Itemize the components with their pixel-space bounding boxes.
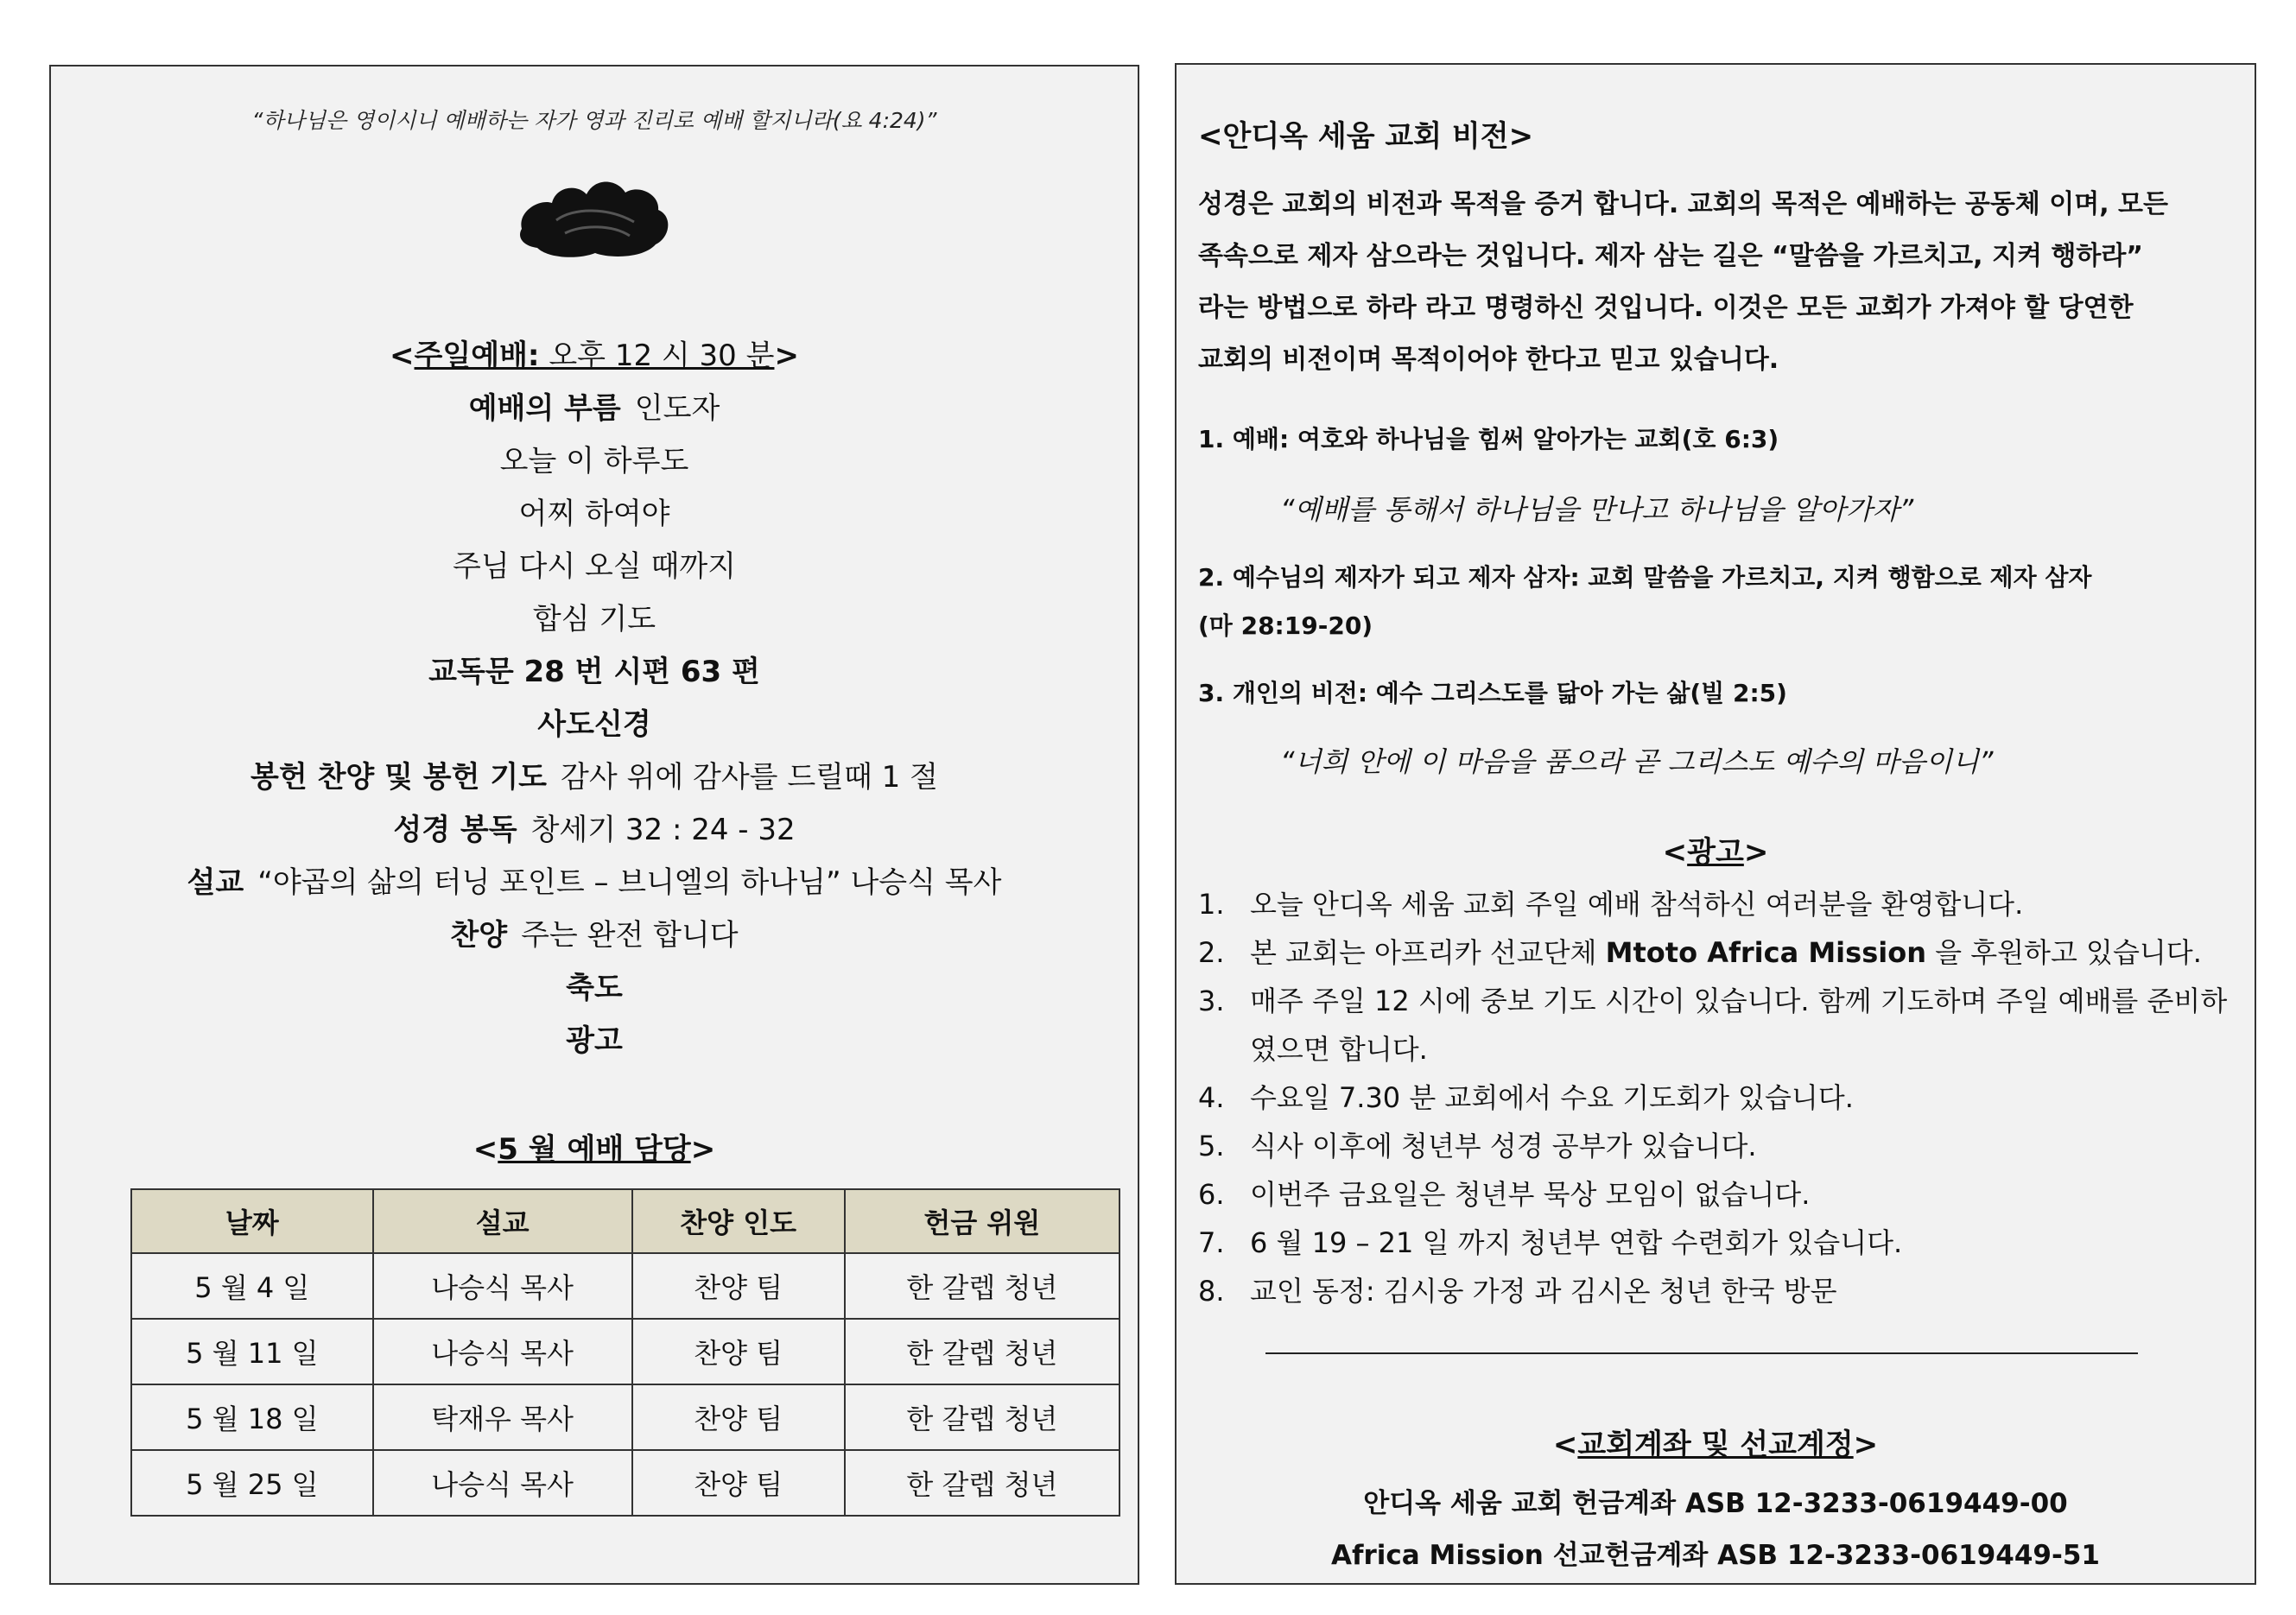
order-item: 성경 봉독 창세기 32 : 24 - 32 [393, 813, 796, 847]
vision-item-worship: 1. 예배: 여호와 하나님을 힘써 알아가는 교회(호 6:3) [1198, 425, 1779, 453]
list-item: 6. 이번주 금요일은 청년부 묵상 모임이 없습니다. [1198, 1178, 1811, 1211]
col-sermon: 설교 [373, 1189, 632, 1253]
table-row: 5 월 11 일 나승식 목사 찬양 팀 한 갈렙 청년 [131, 1319, 1119, 1384]
may-schedule-title: <5 월 예배 담당> [473, 1132, 716, 1167]
list-item: 5. 식사 이후에 청년부 성경 공부가 있습니다. [1198, 1130, 1757, 1162]
worship-order [51, 330, 1138, 1067]
vision-quote-worship: “예배를 통해서 하나님을 만나고 하나님을 알아가자” [1280, 493, 1914, 526]
vision-announcements-panel [1175, 63, 2256, 1585]
col-offering: 헌금 위원 [845, 1189, 1119, 1253]
order-item: 설교 “야곱의 삶의 터닝 포인트 – 브니엘의 하나님” 나승식 목사 [187, 865, 1002, 900]
church-logo-icon [513, 168, 677, 263]
church-offering-account: 안디옥 세움 교회 헌금계좌 ASB 12-3233-0619449-00 [1363, 1488, 2068, 1519]
list-item: 8. 교인 동정: 김시웅 가정 과 김시온 청년 한국 방문 [1198, 1275, 1837, 1308]
vision-title: <안디옥 세움 교회 비전> [1198, 119, 1534, 154]
order-item: 봉헌 찬양 및 봉헌 기도 감사 위에 감사를 드릴때 1 절 [251, 760, 938, 795]
list-item: 7. 6 월 19 – 21 일 까지 청년부 연합 수련회가 있습니다. [1198, 1226, 1903, 1259]
service-time: 오후 12 시 30 분 [539, 339, 775, 373]
vision-item-disciple-ref: (마 28:19-20) [1198, 611, 1373, 640]
announcements-list [1198, 880, 2235, 1315]
order-item: 광고 [566, 1023, 623, 1058]
list-item: 3. 매주 주일 12 시에 중보 기도 시간이 있습니다. 함께 기도하며 주일 예배를 준비하였으면 합니다. [1198, 985, 2228, 1066]
table-header-row [131, 1189, 1119, 1253]
mission-offering-account: Africa Mission 선교헌금계좌 ASB 12-3233-0619449-51 [1331, 1540, 2100, 1571]
order-item: 사도신경 [537, 707, 651, 742]
table-row: 5 월 18 일 탁재우 목사 찬양 팀 한 갈렙 청년 [131, 1384, 1119, 1450]
order-of-worship-panel [49, 65, 1139, 1585]
order-item: 합심 기도 [532, 602, 656, 636]
scripture-verse: “하나님은 영이시니 예배하는 자가 영과 진리로 예배 할지니라(요 4:24)” [251, 108, 937, 133]
order-item: 어찌 하여야 [518, 497, 670, 531]
order-item: 주님 다시 오실 때까지 [452, 549, 737, 584]
order-item: 오늘 이 하루도 [499, 444, 689, 478]
accounts-title: <교회계좌 및 선교계정> [1552, 1428, 1879, 1462]
order-item: 찬양 주는 완전 합니다 [450, 918, 739, 953]
vision-quote-personal: “너희 안에 이 마음을 품으라 곧 그리스도 예수의 마음이니” [1280, 745, 1994, 778]
list-item: 1. 오늘 안디옥 세움 교회 주일 예배 참석하신 여러분을 환영합니다. [1198, 888, 2024, 921]
list-item: 2. 본 교회는 아프리카 선교단체 Mtoto Africa Mission 을 후원하고 있습니다. [1198, 936, 2202, 969]
vision-item-personal: 3. 개인의 비전: 예수 그리스도를 닮아 가는 삶(빌 2:5) [1198, 679, 1787, 707]
table-row: 5 월 25 일 나승식 목사 찬양 팀 한 갈렙 청년 [131, 1450, 1119, 1516]
service-label: 주일예배: [414, 339, 540, 373]
announcements-title: <광고> [1662, 835, 1769, 870]
col-worship-lead: 찬양 인도 [632, 1189, 845, 1253]
order-item: 축도 [566, 971, 623, 1005]
table-row: 5 월 4 일 나승식 목사 찬양 팀 한 갈렙 청년 [131, 1253, 1119, 1319]
section-divider [1265, 1352, 2138, 1354]
vision-body: 성경은 교회의 비전과 목적을 증거 합니다. 교회의 목적은 예배하는 공동체 이며, 모든 족속으로 제자 삼으라는 것입니다. 제자 삼는 길은 “말씀을 가르치고, 지켜 행하라” 라는 방법으로 하라 라고 명령하신 것입니다. 이것은 모든 교회가 가져야 할 당연한 교회의 비전이며 목적이어야 한다고 믿고 있습니다. [1198, 189, 2168, 375]
order-item: 예배의 부름 인도자 [468, 391, 720, 426]
service-time-heading: <주일예배: 오후 12 시 30 분> [390, 339, 799, 373]
list-item: 4. 수요일 7.30 분 교회에서 수요 기도회가 있습니다. [1198, 1081, 1854, 1114]
order-item: 교독문 28 번 시편 63 편 [428, 655, 760, 689]
col-date: 날짜 [131, 1189, 373, 1253]
vision-item-disciple: 2. 예수님의 제자가 되고 제자 삼자: 교회 말씀을 가르치고, 지켜 행함으로 제자 삼자 [1198, 563, 2092, 592]
may-schedule-table [130, 1188, 1120, 1517]
